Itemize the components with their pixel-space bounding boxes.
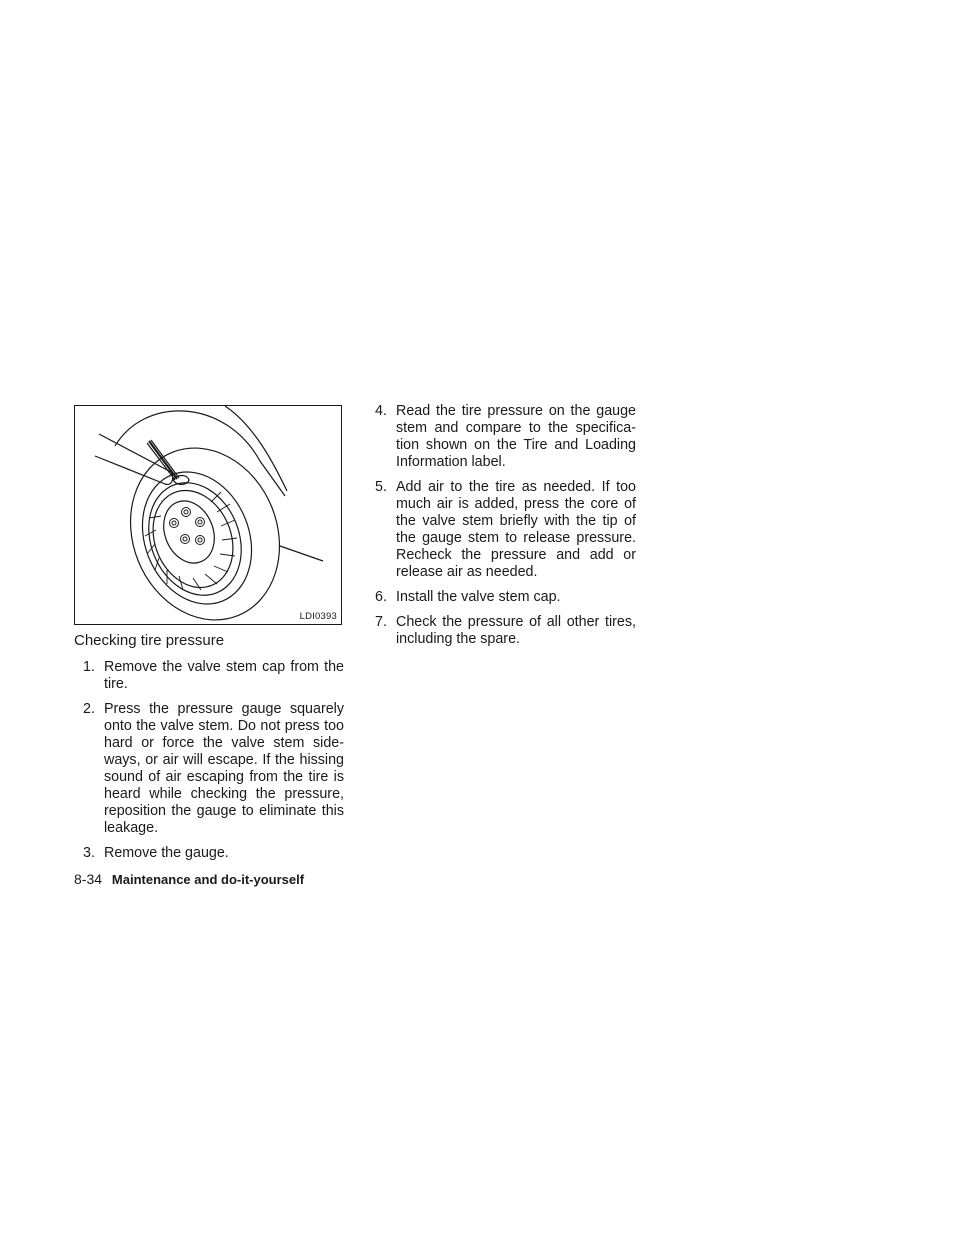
tire-pressure-illustration: [74, 405, 342, 625]
tire-gauge-drawing: [75, 406, 342, 625]
step-text: Check the pressure of all other tires, including the spare.: [396, 614, 636, 647]
step-text: Add air to the tire as needed. If too much air is added, press the core of the valve stem briefly with the tip of the gauge stem to release pressure. Recheck the pressure and add or release air as needed.: [396, 479, 636, 580]
step-number: 6.: [375, 589, 387, 605]
page-number: 8-34: [74, 871, 103, 887]
steps-list-left: [74, 659, 344, 870]
step-number: 3.: [83, 845, 95, 861]
step-text: Remove the gauge.: [104, 845, 229, 861]
step-text: Install the valve stem cap.: [396, 589, 561, 605]
step-text: Press the pressure gauge squarely onto the valve stem. Do not press too hard or force the valve stem side-ways, or air will escape. If the hissing sound of air escaping from the tire is heard while checking the pressure, reposition the gauge to eliminate this leakage.: [104, 701, 344, 836]
figure-code: LDI0393: [299, 611, 337, 622]
list-item: [74, 701, 344, 837]
list-item: [366, 403, 636, 471]
section-caption: Checking tire pressure: [74, 632, 225, 649]
step-number: 2.: [83, 701, 95, 717]
list-item: [366, 589, 636, 606]
steps-list-right: [366, 403, 636, 656]
step-number: 7.: [375, 614, 387, 630]
step-text: Read the tire pressure on the gauge stem and compare to the specifica-tion shown on the Tire and Loading Information label.: [396, 403, 636, 470]
list-item: [74, 659, 344, 693]
list-item: [366, 614, 636, 648]
step-number: 1.: [83, 659, 95, 675]
step-number: 4.: [375, 403, 387, 419]
list-item: [366, 479, 636, 581]
footer-section-title: Maintenance and do-it-yourself: [111, 872, 305, 887]
step-text: Remove the valve stem cap from the tire.: [104, 659, 344, 692]
step-number: 5.: [375, 479, 387, 495]
page-footer: [74, 871, 304, 888]
list-item: [74, 845, 344, 862]
